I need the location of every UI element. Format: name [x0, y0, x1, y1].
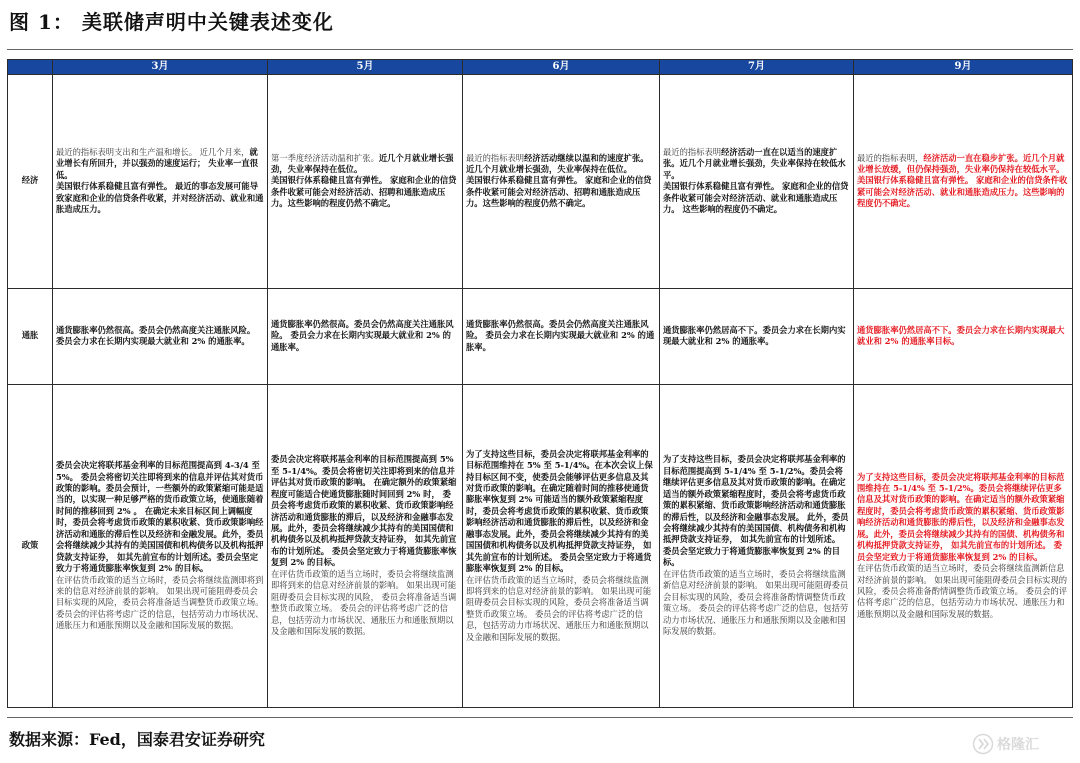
cell-text-run: 为了支持这些目标，委员会决定将联邦基金利率的目标范围维持在 5-1/4% 至 5-1/2%。委员会将继续评估更多信息及其对货币政策的影响。在确定适当的额外政策紧缩程度时，委员会将考虑货币政策的累积紧缩、货币政策影响经济活动和通货膨胀的滞后性，以及经济和金融事态发展。此外，委员会将继续减少其持有的国债、机构债务和机构抵押贷款支持证券， 如其先前宣布的计划所述。 委员会坚定致力于将通货膨胀率恢复到 2% 的目标。 [857, 471, 1065, 562]
cell-economy-sep [854, 74, 1073, 288]
cell-text-run: 就业增长有所回升，并以强劲的速度运行； 失业率一直很低。 美国银行体系稳健且富有弹性。 最近的事态发展可能导致家庭和企业的信贷条件收紧，并对经济活动、就业和通胀造成压力。 [56, 146, 264, 215]
cell-text-run: 最近的指标表明， [857, 152, 924, 163]
header-may: 5月 [268, 60, 463, 75]
cell-text-run: 为了支持这些目标，委员会决定将联邦基金利率的目标范围维持在 5% 至 5-1/4%。在本次会议上保持目标区间不变，使委员会能够评估更多信息及其对货币政策的影响。在确定随着时间的推移使通货膨胀率恢复到 2% 可能适当的额外政策紧缩程度时，委员会将考虑货币政策的累积收紧、货币政策影响经济活动和通货膨胀的滞后性，以及经济和金融事态发展。此外，委员会将继续减少其持有的美国国债和机构债务以及机构抵押贷款支持证券， 如其先前宣布的计划所述。 委员会坚定致力于将通货膨胀率恢复到 2% 的目标。 [466, 448, 653, 574]
cell-economy-jun [463, 74, 660, 288]
cell-text-run: 经济活动一直在稳步扩张。近几个月就业增长放缓，但仍保持强劲，失业率仍保持在较低水平。 美国银行体系稳健且富有弹性。 家庭和企业的信贷条件收紧可能会对经济活动、就业和通胀造成压力。这些影响的程度仍不确定。 [857, 152, 1068, 209]
cell-text-run: 在评估货币政策的适当立场时，委员会将继续监测新信息对经济前景的影响。 如果出现可能阻碍委员会目标实现的风险，委员会将准备酌情调整货币政策立场。 委员会的评估将考虑广泛的信息，包括劳动力市场状况、通胀压力和通胀预期以及金融和国际发展的数据。 [663, 568, 849, 636]
cell-inflation-jun [463, 288, 660, 384]
title-divider [7, 49, 1073, 50]
cell-policy-may [268, 384, 463, 707]
row-label-inflation: 通胀 [8, 288, 53, 384]
cell-policy-jul [660, 384, 854, 707]
cell-policy-jun [463, 384, 660, 707]
watermark-icon [972, 733, 994, 755]
cell-economy-mar [53, 74, 268, 288]
cell-inflation-sep [854, 288, 1073, 384]
cell-inflation-mar [53, 288, 268, 384]
row-economy [8, 74, 1073, 288]
cell-inflation-may [268, 288, 463, 384]
cell-text-run: 在评估货币政策的适当立场时，委员会将继续监测即将到来的信息对经济前景的影响。 如果出现可能阻碍委员会目标实现的风险，委员会将准备适当调整货币政策立场。 委员会的评估将考虑广泛的信息，包括劳动力市场状况、通胀压力和通胀预期以及金融和国际发展的数据。 [56, 574, 264, 631]
cell-text-run: 通货膨胀率仍然居高不下。委员会力求在长期内实现最大就业和 2% 的通胀率目标。 [857, 324, 1065, 347]
cell-inflation-jul [660, 288, 854, 384]
row-inflation [8, 288, 1073, 384]
cell-policy-sep [854, 384, 1073, 707]
header-june: 6月 [463, 60, 660, 75]
cell-text-run: 最近的指标表明 [466, 152, 525, 163]
cell-text-run: 委员会决定将联邦基金利率的目标范围提高到 4-3/4 至 5%。 委员会将密切关注即将到来的信息并评估其对货币政策的影响。委员会预计，一些额外的政策紧缩可能是适当的，以实现一种足够严格的货币政策立场，使通胀随着时间的推移回到 2% 。 在确定未来目标区间上调幅度时，委员会将考虑货币政策的累积收紧、货币政策影响经济活动和通胀的滞后性以及经济和金融发展。此外，委员会将继续减少其持有的美国国债和机构债务以及机构抵押贷款支持证券， 如其先前宣布的计划所述。委员会坚定致力于将通货膨胀率恢复到 2% 的目标。 [56, 460, 264, 574]
row-policy [8, 384, 1073, 707]
header-corner [8, 60, 53, 75]
cell-text-run: 经济活动一直在以适当的速度扩张。近几个月就业增长强劲，失业率保持在较低水平。 美国银行体系稳健且富有弹性。 家庭和企业的信贷条件收紧可能会对经济活动、就业和通胀造成压力。 这些影响的程度仍不确定。 [663, 146, 849, 215]
header-march: 3月 [53, 60, 268, 75]
cell-text-run: 在评估货币政策的适当立场时，委员会将继续监测即将到来的信息对经济前景的影响。 如果出现可能阻碍委员会目标实现的风险， 委员会将准备适当调整货币政策立场。 委员会的评估将考虑广泛的信息，包括劳动力市场状况、通胀压力和通胀预期以及金融和国际发展的数据。 [271, 568, 457, 636]
watermark-logo [972, 731, 1062, 757]
cell-text-run: 近几个月就业增长强劲，失业率保持在低位。 美国银行体系稳健且富有弹性。 家庭和企业的信贷条件收紧可能会对经济活动、招聘和通胀造成压力。这些影响的程度仍然不确定。 [271, 152, 457, 209]
row-label-economy: 经济 [8, 74, 53, 288]
figure-title: 图 1： 美联储声明中关键表述变化 [9, 10, 334, 34]
cell-text-run: 第一季度经济活动温和扩张。 [271, 152, 379, 163]
cell-text-run: 通货膨胀率仍然很高。委员会仍然高度关注通胀风险。 委员会力求在长期内实现最大就业和 2% 的通胀率。 [271, 319, 454, 352]
cell-text-run: 通货膨胀率仍然很高。委员会仍然高度关注通胀风险。 委员会力求在长期内实现最大就业和 2% 的通胀率。 [56, 324, 259, 347]
footer-divider [7, 717, 1073, 718]
cell-economy-may [268, 74, 463, 288]
cell-text-run: 委员会决定将联邦基金利率的目标范围提高到 5% 至 5-1/4%。委员会将密切关注即将到来的信息并评估其对货币政策的影响。 在确定额外的政策紧缩程度可能适合使通货膨胀随时间回到 2% 时， 委员会将考虑货币政策的累积收紧、货币政策影响经济活动和通货膨胀的滞后，以及经济和金融事态发展。此外，委员会将继续减少其持有的美国国债和机构债务以及机构抵押贷款支持证券， 如其先前宣布的计划所述。 委员会坚定致力于将通货膨胀率恢复到 2% 的目标。 [271, 454, 457, 568]
statement-comparison-table [7, 59, 1073, 708]
row-label-policy: 政策 [8, 384, 53, 707]
cell-text-run: 在评估货币政策的适当立场时，委员会将继续监测即将到来的信息对经济前景的影响。 如果出现可能阻碍委员会目标实现的风险，委员会将准备适当调整货币政策立场。 委员会的评估将考虑广泛的信息，包括劳动力市场状况、通胀压力和通胀预期以及金融和国际发展的数据。 [466, 574, 652, 642]
data-source: 数据来源：Fed，国泰君安证券研究 [9, 730, 265, 749]
cell-text-run: 为了支持这些目标，委员会决定将联邦基金利率的目标范围提高到 5-1/4% 至 5-1/2%。委员会将继续评估更多信息及其对货币政策的影响。在确定适当的额外政策紧缩程度时，委员会将考虑货币政策的累积紧缩、货币政策影响经济活动和通货膨胀的滞后性，以及经济和金融事态发展。 此外，委员会将继续减少其持有的美国国债、机构债务和机构抵押贷款支持证券， 如其先前宣布的计划所述。 委员会坚定致力于将通货膨胀率恢复到 2% 的目标。 [663, 454, 849, 568]
cell-policy-mar [53, 384, 268, 707]
watermark-text: 格隆汇 [997, 737, 1039, 753]
cell-text-run: 经济活动继续以温和的速度扩张。近几个月就业增长强劲，失业率保持在低位。 美国银行体系稳健且富有弹性。 家庭和企业的信贷条件收紧可能会对经济活动、招聘和通胀造成压力。这些影响的程度仍然不确定。 [466, 152, 652, 209]
cell-text-run: 在评估货币政策的适当立场时，委员会将继续监测新信息对经济前景的影响。 如果出现可能阻碍委员会目标实现的风险，委员会将准备酌情调整货币政策立场。 委员会的评估将考虑广泛的信息，包括劳动力市场状况、通胀压力和通胀预期以及金融和国际发展的数据。 [857, 563, 1068, 619]
cell-text-run: 通货膨胀率仍然很高。委员会仍然高度关注通胀风险。 委员会力求在长期内实现最大就业和 2% 的通胀率。 [466, 319, 655, 352]
cell-text-run: 通货膨胀率仍然居高不下。委员会力求在长期内实现最大就业和 2% 的通胀率。 [663, 324, 846, 347]
header-row [8, 60, 1073, 75]
cell-economy-jul [660, 74, 854, 288]
cell-text-run: 最近的指标表明支出和生产温和增长。 近几个月来， [56, 146, 250, 157]
header-september: 9月 [854, 60, 1073, 75]
header-july: 7月 [660, 60, 854, 75]
cell-text-run: 最近的指标表明 [663, 146, 722, 157]
